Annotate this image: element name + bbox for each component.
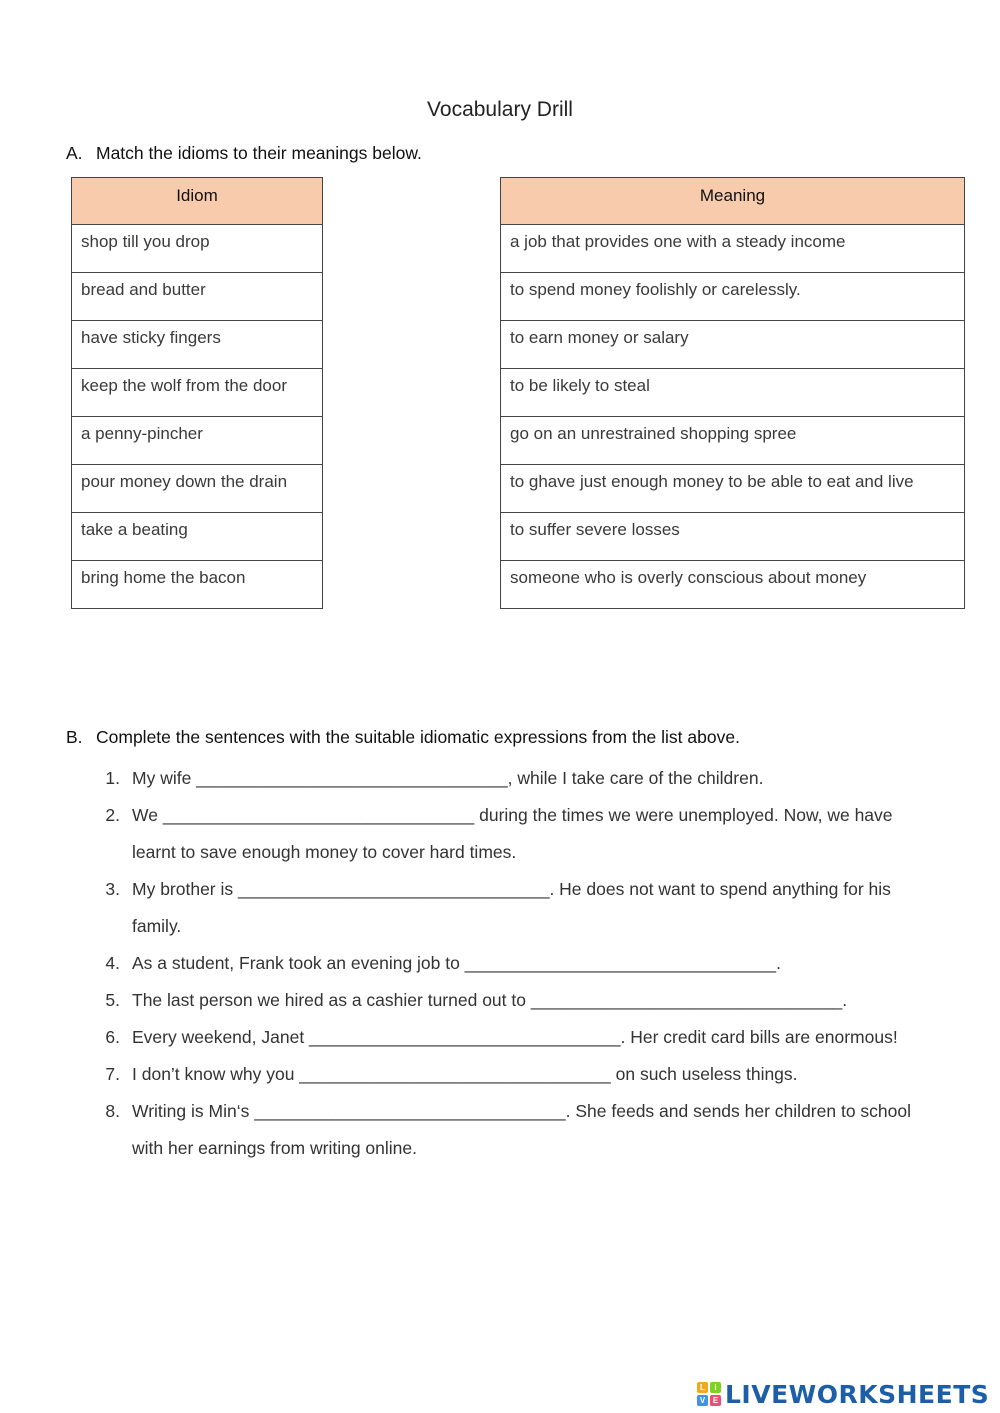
meaning-table-header: Meaning: [501, 178, 965, 225]
meaning-cell: to suffer severe losses: [501, 513, 965, 561]
sentence-item: [98, 1056, 938, 1093]
idiom-cell: shop till you drop: [72, 225, 323, 273]
liveworksheets-logo-icon: [697, 1382, 721, 1406]
sentence-number: 3.: [105, 879, 120, 899]
sentence-text: As a student, Frank took an evening job to ________________________________.: [132, 953, 782, 973]
sentence-item: [98, 945, 938, 982]
sentence-item: [98, 760, 938, 797]
sentence-item: [98, 982, 938, 1019]
logo-mark-letter: L: [697, 1382, 708, 1393]
logo-mark-letter: i: [710, 1382, 721, 1393]
logo-mark-letter: E: [710, 1395, 721, 1406]
idiom-cell: a penny-pincher: [72, 417, 323, 465]
section-b-heading: [66, 727, 740, 748]
logo-mark-letter: V: [697, 1395, 708, 1406]
section-a-instruction: Match the idioms to their meanings below.: [96, 143, 422, 163]
sentence-number: 5.: [105, 990, 120, 1010]
meaning-table: [500, 177, 965, 609]
sentence-text: Writing is Min‘s ________________________________. She feeds and sends her children to school with her earnings from writing online.: [132, 1101, 911, 1158]
idiom-cell: have sticky fingers: [72, 321, 323, 369]
idiom-cell: bring home the bacon: [72, 561, 323, 609]
sentence-number: 6.: [105, 1027, 120, 1047]
meaning-cell: go on an unrestrained shopping spree: [501, 417, 965, 465]
meaning-cell: to be likely to steal: [501, 369, 965, 417]
meaning-cell: to ghave just enough money to be able to eat and live: [501, 465, 965, 513]
sentence-text: We ________________________________ during the times we were unemployed. Now, we have learnt to save enough money to cover hard times.: [132, 805, 893, 862]
sentence-item: [98, 1093, 938, 1167]
sentence-number: 7.: [105, 1064, 120, 1084]
page-title: Vocabulary Drill: [427, 98, 573, 121]
sentence-number: 4.: [105, 953, 120, 973]
sentence-text: Every weekend, Janet ________________________________. Her credit card bills are enormous!: [132, 1027, 898, 1047]
sentence-text: My wife ________________________________, while I take care of the children.: [132, 768, 764, 788]
sentence-number: 1.: [105, 768, 120, 788]
section-a-heading: [66, 143, 422, 164]
sentence-item: [98, 797, 938, 871]
meaning-cell: to earn money or salary: [501, 321, 965, 369]
sentence-text: The last person we hired as a cashier turned out to ________________________________.: [132, 990, 848, 1010]
sentence-item: [98, 1019, 938, 1056]
idiom-table: [71, 177, 323, 609]
idiom-cell: bread and butter: [72, 273, 323, 321]
section-b-instruction: Complete the sentences with the suitable idiomatic expressions from the list above.: [96, 727, 740, 747]
meaning-cell: to spend money foolishly or carelessly.: [501, 273, 965, 321]
idiom-cell: take a beating: [72, 513, 323, 561]
sentence-text: I don’t know why you ________________________________ on such useless things.: [132, 1064, 798, 1084]
sentence-item: [98, 871, 938, 945]
sentence-number: 8.: [105, 1101, 120, 1121]
section-a-letter: A.: [66, 143, 83, 163]
idiom-cell: keep the wolf from the door: [72, 369, 323, 417]
liveworksheets-logo: [697, 1377, 989, 1411]
liveworksheets-logo-text: LIVEWORKSHEETS: [725, 1379, 990, 1409]
sentence-text: My brother is ________________________________. He does not want to spend anything for his family.: [132, 879, 891, 936]
idiom-cell: pour money down the drain: [72, 465, 323, 513]
sentence-list: [98, 760, 938, 1167]
meaning-cell: someone who is overly conscious about money: [501, 561, 965, 609]
idiom-table-header: Idiom: [72, 178, 323, 225]
sentence-number: 2.: [105, 805, 120, 825]
meaning-cell: a job that provides one with a steady income: [501, 225, 965, 273]
section-b-letter: B.: [66, 727, 83, 747]
